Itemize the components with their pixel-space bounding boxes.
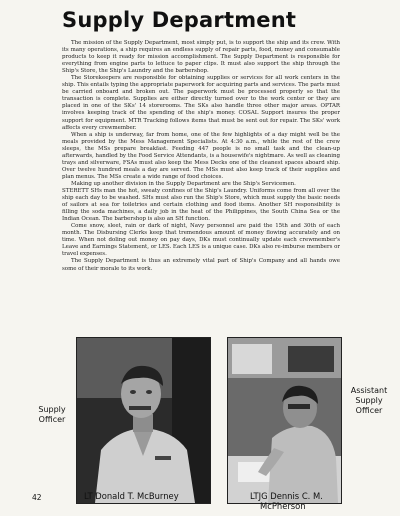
article-body [62,40,340,273]
page-title: Supply Department [62,8,297,32]
supply-officer-caption: LT Donald T. McBurney [84,491,179,501]
supply-officer-illustration [77,338,210,503]
paragraph-mission: The mission of the Supply Department, most simply put, is to support the ship and its crew. With its many operations, a ship requires an endless supply of repair parts, food, money and consumable products to keep it ready for mission accomplishment. The Supply Department is responsible for everything from engine parts to lettuce to paper clips. It must also support the ship through the Ship's Store, the Ship's Laundry and the barbershop. [62,40,340,75]
supply-officer-label: Supply Officer [38,405,66,424]
paragraph-disbursing: Come snow, sleet, rain or dark of night, Navy personnel are paid the 15th and 30th of each month. The Disbursing Clerks keep that tremendous amount of money flowing accurately and on time. When not doling out money on pay days, DKs must continually update each crewmember's Leave and Earnings Statement, or LES. Each LES is a unique case. DKs also re-imburse members or travel expenses. [62,223,340,258]
page-number: 42 [32,493,42,502]
paragraph-closing: The Supply Department is thus an extremely vital part of Ship's Company and all hands owe some of their morale to its work. [62,258,340,272]
paragraph-mess: When a ship is underway, far from home, one of the few highlights of a day might well be the meals provided by the Mess Management Specialists. At 4:30 a.m., while the rest of the crew sleeps, the MSs prepare breakfast. Feeding 447 people is no small task and the clean-up afterwards, handled by the Food Service Attendants, is a housewife's nightmare. As well as cleaning trays and silverware, FSAs must also keep the Mess Decks one of the cleanest spaces aboard ship. Over twelve hundred meals a day are served. The MSs must also keep track of their supplies and plan menus. The MSs create a wide range of food choices. [62,131,340,180]
assistant-officer-caption-line2: McPherson [260,501,306,511]
supply-officer-photo [76,337,211,504]
assistant-supply-officer-label: Assistant Supply Officer [350,386,388,415]
paragraph-sterett: STERETT SHs man the hot, sweaty confines of the Ship's Laundry. Uniforms come from all over the ship each day to be washed. SHs must also run the Ship's Store, which must supply the basic needs of sailors at sea for toiletries and certain clothing and food items. Another SH responsibility is filling the soda machines, a daily job in the heat of the Philippines, the South China Sea or the Indian Ocean. The barbershop is also an SH function. [62,187,340,223]
assistant-officer-illustration [228,338,341,503]
assistant-officer-caption [250,491,323,511]
assistant-supply-officer-photo [227,337,342,504]
paragraph-storekeepers: The Storekeepers are responsible for obtaining supplies or services for all work centers in the ship. This entails typing the appropriate paperwork for acquiring parts and services. The parts must be carried onboard and broken out. The paperwork must be processed properly so that the transaction is complete. Supplies are either directly turned over to the work center or they are placed in one of the SKs' 14 storerooms. The SKs also handle three other major areas. OPTAR involves keeping track of the spending of the ship's money. COSAL Support insures the proper support for equipment. MTR Tracking follows items that must be sent out for repair. The SKs' work affects every crewmember. [62,75,340,131]
assistant-officer-caption-line1: LTJG Dennis C. M. [250,491,323,501]
paragraph-servicemen: Making up another division in the Supply Department are the Ship's Servicemen. [71,180,296,187]
